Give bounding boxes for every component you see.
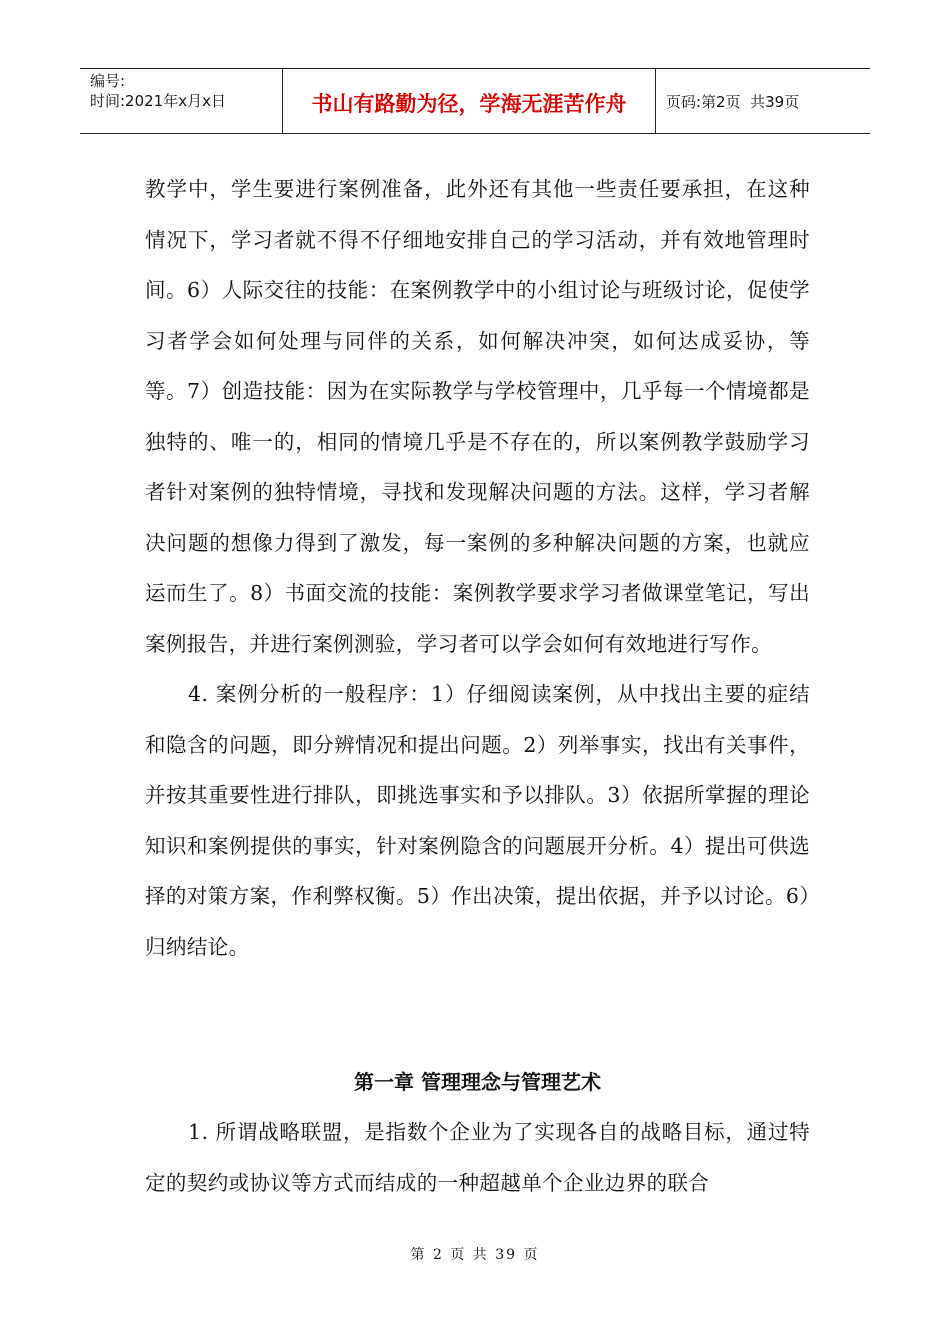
body-text — [145, 164, 810, 972]
header-page-info — [656, 69, 870, 133]
chapter-body-text — [145, 1107, 810, 1208]
header-motto: 书山有路勤为径，学海无涯苦作舟 — [282, 69, 656, 133]
header-meta — [80, 69, 282, 133]
paragraph-case-analysis-procedure: 4. 案例分析的一般程序：1）仔细阅读案例，从中找出主要的症结和隐含的问题，即分辨情况和提出问题。2）列举事实，找出有关事件，并按其重要性进行排队，即挑选事实和予以排队。3）依据所掌握的理论知识和案例提供的事实，针对案例隐含的问题展开分析。4）提出可供选择的对策方案，作利弊权衡。5）作出决策，提出依据，并予以讨论。6）归纳结论。 — [145, 682, 810, 959]
page-footer: 第 2 页 共 39 页 — [410, 1247, 540, 1263]
paragraph-strategic-alliance: 1. 所谓战略联盟，是指数个企业为了实现各自的战略目标，通过特定的契约或协议等方式而结成的一种超越单个企业边界的联合 — [145, 1120, 810, 1195]
chapter-title: 第一章 管理理念与管理艺术 — [354, 1070, 601, 1094]
paragraph-continued: 教学中，学生要进行案例准备，此外还有其他一些责任要承担，在这种情况下，学习者就不得不仔细地安排自己的学习活动，并有效地管理时间。6）人际交往的技能：在案例教学中的小组讨论与班级讨论，促使学习者学会如何处理与同伴的关系，如何解决冲突，如何达成妥协，等等。7）创造技能：因为在实际教学与学校管理中，几乎每一个情境都是独特的、唯一的，相同的情境几乎是不存在的，所以案例教学鼓励学习者针对案例的独特情境，寻找和发现解决问题的方法。这样，学习者解决问题的想像力得到了激发，每一案例的多种解决问题的方案，也就应运而生了。8）书面交流的技能：案例教学要求学习者做课堂笔记，写出案例报告，并进行案例测验，学习者可以学会如何有效地进行写作。 — [145, 177, 810, 656]
page-header — [80, 68, 870, 134]
document-number-label: 编号: — [90, 72, 126, 90]
header-page-label: 页码:第2页 共39页 — [666, 92, 800, 111]
document-time-label: 时间:2021年x月x日 — [90, 92, 226, 110]
